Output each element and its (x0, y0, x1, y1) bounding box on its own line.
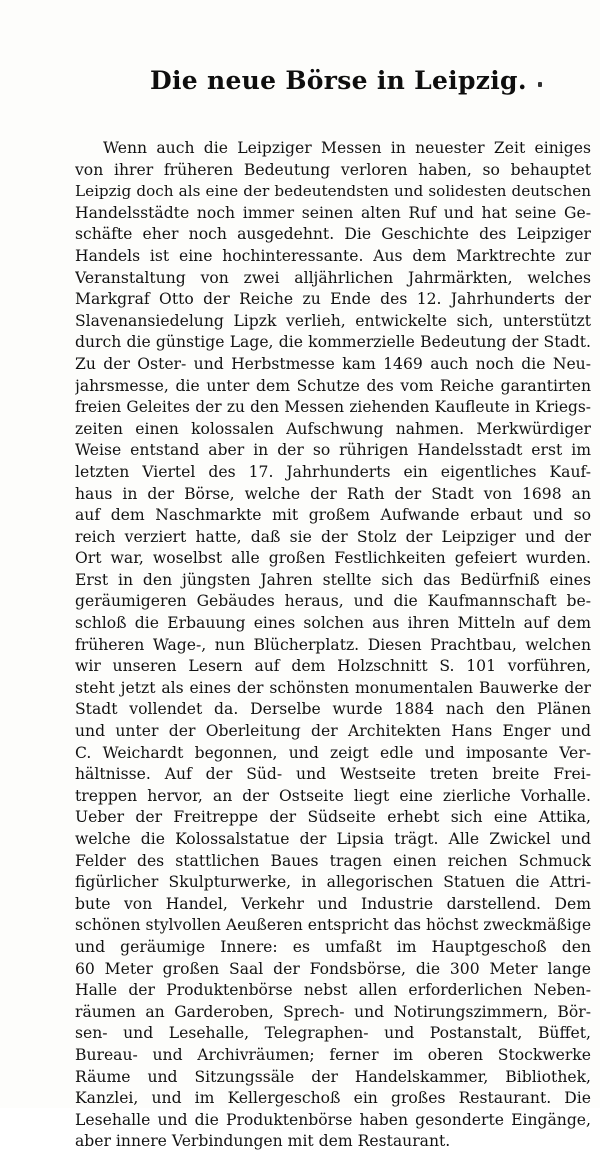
text-line: Markgraf Otto der Reiche zu Ende des 12. Jahrhunderts der (75, 290, 591, 309)
text-line: Lesehalle und die Produktenbörse haben gesonderte Eingänge, (75, 1110, 591, 1129)
text-line: Räume und Sitzungssäle der Handelskammer, Bibliothek, (75, 1067, 591, 1086)
text-line: Weise entstand aber in der so rührigen Handelsstadt erst im (75, 441, 591, 460)
text-line: Handelsstädte noch immer seinen alten Ruf und hat seine Ge- (75, 203, 591, 222)
text-line: räumen an Garderoben, Sprech- und Notirungszimmern, Bör- (75, 1002, 591, 1021)
article-body (75, 138, 591, 1153)
text-line: figürlicher Skulpturwerke, in allegorischen Statuen die Attri- (75, 873, 591, 892)
text-line: Leipzig doch als eine der bedeutendsten und solidesten deutschen (75, 182, 591, 201)
text-line: Slavenansiedelung Lipzk verlieh, entwickelte sich, unterstützt (75, 311, 591, 330)
text-line: aber innere Verbindungen mit dem Restaurant. (75, 1132, 451, 1151)
text-line: Wenn auch die Leipziger Messen in neuester Zeit einiges (103, 139, 591, 157)
text-line: früheren Wage-, nun Blücherplatz. Diesen Prachtbau, welchen (75, 635, 591, 654)
text-line: reich verziert hatte, daß sie der Stolz der Leipziger und der (75, 527, 591, 546)
text-line: letzten Viertel des 17. Jahrhunderts ein eigentliches Kauf- (75, 462, 591, 481)
text-line: auf dem Naschmarkte mit großem Aufwande erbaut und so (75, 506, 591, 525)
text-line: Erst in den jüngsten Jahren stellte sich das Bedürfniß eines (75, 570, 591, 589)
text-line: Halle der Produktenbörse nebst allen erforderlichen Neben- (75, 981, 591, 1000)
text-line: steht jetzt als eines der schönsten monumentalen Bauwerke der (75, 678, 591, 697)
text-line: treppen hervor, an der Ostseite liegt eine zierliche Vorhalle. (75, 786, 591, 805)
text-line: Bureau- und Archivräumen; ferner im oberen Stockwerke (75, 1045, 591, 1064)
text-line: hältnisse. Auf der Süd- und Westseite treten breite Frei- (75, 765, 591, 784)
article-title: Die neue Börse in Leipzig. (150, 66, 527, 95)
text-line: freien Geleites der zu den Messen ziehenden Kaufleute in Kriegs- (75, 398, 591, 417)
text-line: Kanzlei, und im Kellergeschoß ein großes Restaurant. Die (75, 1089, 591, 1108)
text-line: jahrsmesse, die unter dem Schutze des vom Reiche garantirten (75, 376, 591, 395)
text-line: schönen stylvollen Aeußeren entspricht das höchst zweckmäßige (75, 916, 591, 935)
text-line: sen- und Lesehalle, Telegraphen- und Postanstalt, Büffet, (75, 1024, 591, 1043)
text-line: und unter der Oberleitung der Architekten Hans Enger und (75, 722, 591, 741)
text-line: C. Weichardt begonnen, und zeigt edle und imposante Ver- (75, 743, 591, 762)
text-line: und geräumige Innere: es umfaßt im Hauptgeschoß den (75, 937, 591, 956)
text-line: 60 Meter großen Saal der Fondsbörse, die 300 Meter lange (75, 959, 591, 978)
text-line: schäfte eher noch ausgedehnt. Die Geschichte des Leipziger (75, 225, 591, 244)
text-line: Handels ist eine hochinteressante. Aus dem Marktrechte zur (75, 246, 591, 265)
text-line: durch die günstige Lage, die kommerzielle Bedeutung der Stadt. (75, 333, 591, 352)
text-line: wir unseren Lesern auf dem Holzschnitt S. 101 vorführen, (75, 657, 591, 676)
print-speck (538, 82, 542, 87)
text-line: welche die Kolossalstatue der Lipsia trägt. Alle Zwickel und (75, 830, 591, 848)
text-line: Veranstaltung von zwei alljährlichen Jahrmärkten, welches (75, 268, 591, 287)
text-line: bute von Handel, Verkehr und Industrie darstellend. Dem (75, 894, 591, 913)
text-line: Zu der Oster- und Herbstmesse kam 1469 auch noch die Neu- (75, 354, 591, 373)
text-line: Ueber der Freitreppe der Südseite erhebt sich eine Attika, (75, 808, 591, 827)
text-line: haus in der Börse, welche der Rath der Stadt von 1698 an (75, 484, 591, 503)
text-line: Felder des stattlichen Baues tragen einen reichen Schmuck (75, 851, 591, 870)
text-line: von ihrer früheren Bedeutung verloren haben, so behauptet (75, 160, 591, 179)
text-line: geräumigeren Gebäudes heraus, und die Kaufmannschaft be- (75, 592, 591, 611)
text-line: zeiten einen kolossalen Aufschwung nahmen. Merkwürdiger (75, 419, 591, 438)
text-line: schloß die Erbauung eines solchen aus ihren Mitteln auf dem (75, 614, 591, 633)
text-line: Stadt vollendet da. Derselbe wurde 1884 nach den Plänen (75, 700, 591, 719)
text-line: Ort war, woselbst alle großen Festlichkeiten gefeiert wurden. (75, 549, 591, 568)
